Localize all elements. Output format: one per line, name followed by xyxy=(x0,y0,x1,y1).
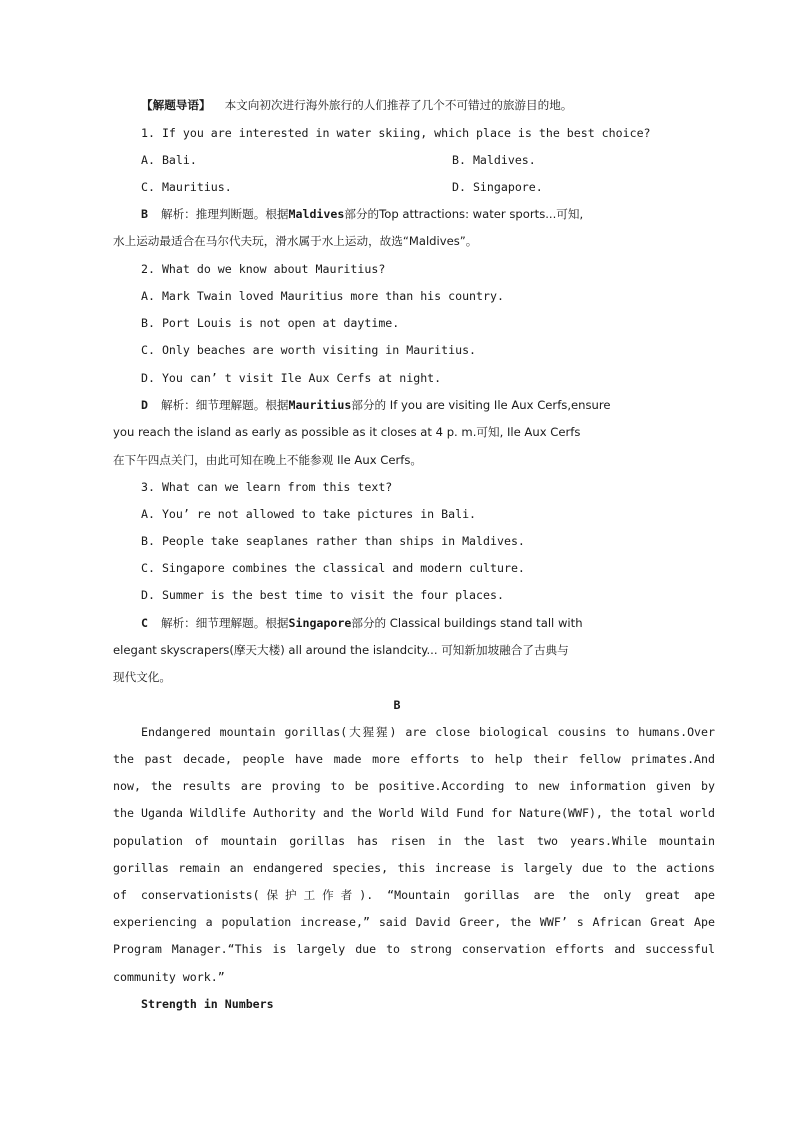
q2-stem: 2. What do we know about Mauritius? xyxy=(141,262,386,276)
passage-line-7: of conservationists(保护工作者). “Mountain gorillas are the only great ape xyxy=(113,888,715,902)
q1-explanation-line-1 xyxy=(141,206,583,222)
section-subheading: Strength in Numbers xyxy=(141,997,274,1011)
q1-option-a: A. Bali. xyxy=(141,153,197,167)
q3-exp-text: 解析：细节理解题。根据 xyxy=(160,616,289,630)
q2-explanation-line-1 xyxy=(141,397,611,413)
q1-option-d: D. Singapore. xyxy=(452,180,543,194)
passage-line-4: the Uganda Wildlife Authority and the World Wild Fund for Nature(WWF), the total world xyxy=(113,806,715,820)
q1-explanation-line-2: 水上运动最适合在马尔代夫玩，滑水属于水上运动，故选“Maldives”。 xyxy=(113,234,478,248)
q1-exp-keyword: Maldives xyxy=(288,207,345,221)
q2-exp-text-cont: 部分的 If you are visiting Ile Aux Cerfs,ensure xyxy=(351,398,611,412)
q3-exp-keyword: Singapore xyxy=(288,616,352,630)
q1-option-b: B. Maldives. xyxy=(452,153,536,167)
q3-explanation-line-3: 现代文化。 xyxy=(113,670,171,684)
q3-exp-text-cont: 部分的 Classical buildings stand tall with xyxy=(351,616,583,630)
intro-tag: 【解题导语】 xyxy=(141,98,211,112)
q3-stem: 3. What can we learn from this text? xyxy=(141,480,393,494)
passage-line-9: Program Manager.“This is largely due to strong conservation efforts and successful xyxy=(113,942,715,956)
intro-text: 本文向初次进行海外旅行的人们推荐了几个不可错过的旅游目的地。 xyxy=(224,98,573,112)
q2-exp-keyword: Mauritius xyxy=(288,398,352,412)
passage-line-3: now, the results are proving to be positive.According to new information given by xyxy=(113,779,715,793)
q1-answer: B xyxy=(141,207,148,221)
q3-option-b: B. People take seaplanes rather than ships in Maldives. xyxy=(141,534,525,548)
q1-stem: 1. If you are interested in water skiing, which place is the best choice? xyxy=(141,126,651,140)
q3-answer: C xyxy=(141,616,148,630)
q3-explanation-line-1 xyxy=(141,615,583,631)
q1-exp-text-cont: 部分的Top attractions: water sports...可知, xyxy=(344,207,584,221)
q2-option-a: A. Mark Twain loved Mauritius more than his country. xyxy=(141,289,504,303)
passage-line-6: gorillas remain an endangered species, this increase is largely due to the actions xyxy=(113,861,715,875)
q3-option-a: A. You’ re not allowed to take pictures in Bali. xyxy=(141,507,477,521)
section-b-heading: B xyxy=(393,698,401,712)
passage-line-2: the past decade, people have made more efforts to help their fellow primates.And xyxy=(113,752,715,766)
q2-explanation-line-2: you reach the island as early as possible as it closes at 4 p. m.可知, Ile Aux Cerfs xyxy=(113,425,581,439)
q2-option-b: B. Port Louis is not open at daytime. xyxy=(141,316,400,330)
q1-option-c: C. Mauritius. xyxy=(141,180,232,194)
q3-option-c: C. Singapore combines the classical and modern culture. xyxy=(141,561,525,575)
intro-line xyxy=(141,97,572,113)
q2-exp-text: 解析：细节理解题。根据 xyxy=(160,398,289,412)
q1-exp-text: 解析：推理判断题。根据 xyxy=(160,207,289,221)
passage-line-8: experiencing a population increase,” said David Greer, the WWF’ s African Great Ape xyxy=(113,915,715,929)
passage-line-10: community work.” xyxy=(113,970,225,984)
passage-line-1: Endangered mountain gorillas(大猩猩) are close biological cousins to humans.Over xyxy=(141,725,715,739)
q2-option-c: C. Only beaches are worth visiting in Mauritius. xyxy=(141,343,477,357)
q3-option-d: D. Summer is the best time to visit the four places. xyxy=(141,588,504,602)
passage-line-5: population of mountain gorillas has risen in the last two years.While mountain xyxy=(113,834,715,848)
q2-explanation-line-3: 在下午四点关门，由此可知在晚上不能参观 Ile Aux Cerfs。 xyxy=(113,453,422,467)
q2-answer: D xyxy=(141,398,148,412)
q2-option-d: D. You can’ t visit Ile Aux Cerfs at night. xyxy=(141,371,442,385)
q3-explanation-line-2: elegant skyscrapers(摩天大楼) all around the islandcity... 可知新加坡融合了古典与 xyxy=(113,643,569,657)
